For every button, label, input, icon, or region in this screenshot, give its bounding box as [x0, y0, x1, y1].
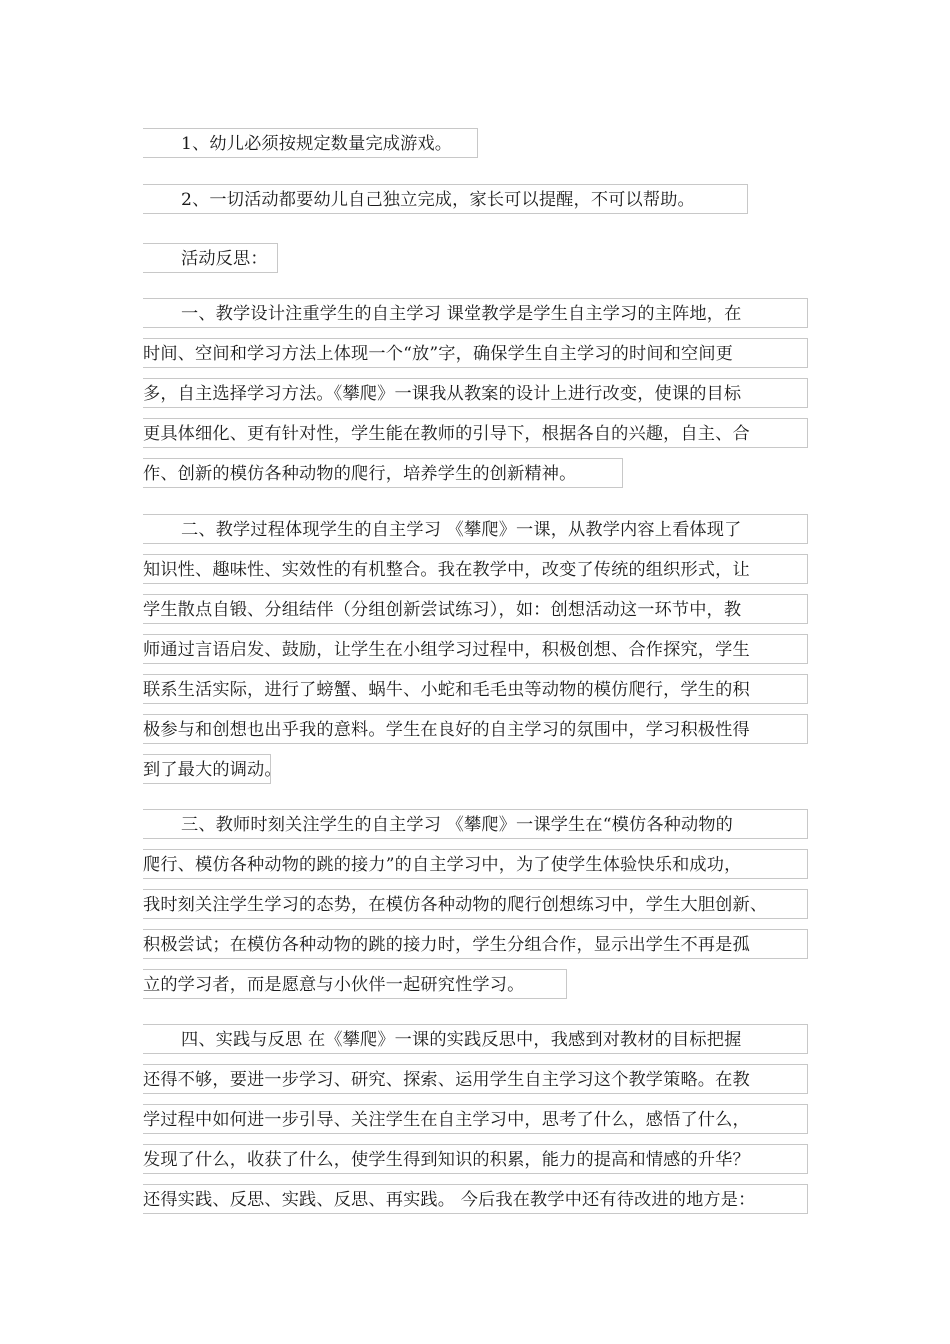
paragraph-line: [143, 634, 808, 664]
paragraph-line: [143, 1024, 808, 1054]
rule-1-text: 1、幼儿必须按规定数量完成游戏。: [181, 134, 453, 154]
paragraph-1: [143, 298, 808, 498]
line-text: 立的学习者，而是愿意与小伙伴一起研究性学习。: [143, 975, 525, 995]
line-text: 积极尝试；在模仿各种动物的跳的接力时，学生分组合作，显示出学生不再是孤: [143, 935, 750, 955]
paragraph-line: [143, 594, 808, 624]
line-text: 三、教师时刻关注学生的自主学习 《攀爬》一课学生在“模仿各种动物的: [181, 815, 734, 835]
line-text: 发现了什么，收获了什么，使学生得到知识的积累，能力的提高和情感的升华？: [143, 1150, 750, 1170]
line-text: 四、实践与反思 在《攀爬》一课的实践反思中，我感到对教材的目标把握: [181, 1030, 742, 1050]
paragraph-line: [143, 1184, 808, 1214]
line-text: 时间、空间和学习方法上体现一个“放”字，确保学生自主学习的时间和空间更: [143, 344, 734, 364]
line-text: 多，自主选择学习方法。《攀爬》一课我从教案的设计上进行改变，使课的目标: [143, 384, 742, 404]
paragraph-2: [143, 514, 808, 794]
line-text: 还得实践、反思、实践、反思、再实践。 今后我在教学中还有待改进的地方是：: [143, 1190, 756, 1210]
rule-1: [143, 128, 808, 168]
line-text: 还得不够，要进一步学习、研究、探索、运用学生自主学习这个教学策略。在教: [143, 1070, 750, 1090]
rule-2-line: [143, 184, 748, 214]
paragraph-line: [143, 378, 808, 408]
reflection-heading-text: 活动反思：: [181, 249, 268, 269]
paragraph-line: [143, 929, 808, 959]
line-text: 极参与和创想也出乎我的意料。学生在良好的自主学习的氛围中，学习积极性得: [143, 720, 750, 740]
line-text: 作、创新的模仿各种动物的爬行，培养学生的创新精神。: [143, 464, 577, 484]
reflection-heading: [143, 243, 808, 283]
paragraph-line: [143, 969, 567, 999]
paragraph-line: [143, 674, 808, 704]
line-text: 师通过言语启发、鼓励，让学生在小组学习过程中，积极创想、合作探究，学生: [143, 640, 750, 660]
reflection-heading-line: [143, 243, 278, 273]
rule-2: [143, 184, 808, 224]
paragraph-line: [143, 514, 808, 544]
paragraph-line: [143, 458, 623, 488]
paragraph-line: [143, 714, 808, 744]
line-text: 学生散点自锻、分组结伴（分组创新尝试练习），如：创想活动这一环节中，教: [143, 600, 742, 620]
line-text: 知识性、趣味性、实效性的有机整合。我在教学中，改变了传统的组织形式，让: [143, 560, 750, 580]
paragraph-4: [143, 1024, 808, 1224]
paragraph-line: [143, 1144, 808, 1174]
rule-2-text: 2、一切活动都要幼儿自己独立完成，家长可以提醒，不可以帮助。: [181, 190, 695, 210]
paragraph-line: [143, 418, 808, 448]
paragraph-line: [143, 889, 808, 919]
paragraph-line: [143, 554, 808, 584]
line-text: 二、教学过程体现学生的自主学习 《攀爬》一课，从教学内容上看体现了: [181, 520, 742, 540]
paragraph-line: [143, 338, 808, 368]
line-text: 我时刻关注学生学习的态势，在模仿各种动物的爬行创想练习中，学生大胆创新、: [143, 895, 768, 915]
paragraph-line: [143, 298, 808, 328]
line-text: 爬行、模仿各种动物的跳的接力”的自主学习中，为了使学生体验快乐和成功，: [143, 855, 742, 875]
line-text: 学过程中如何进一步引导、关注学生在自主学习中，思考了什么，感悟了什么，: [143, 1110, 750, 1130]
paragraph-line: [143, 1104, 808, 1134]
line-text: 联系生活实际，进行了螃蟹、蜗牛、小蛇和毛毛虫等动物的模仿爬行，学生的积: [143, 680, 750, 700]
paragraph-line: [143, 849, 808, 879]
paragraph-line: [143, 754, 282, 784]
line-text: 更具体细化、更有针对性，学生能在教师的引导下，根据各自的兴趣，自主、合: [143, 424, 750, 444]
line-text: 一、教学设计注重学生的自主学习 课堂教学是学生自主学习的主阵地，在: [181, 304, 742, 324]
line-text: 到了最大的调动。: [143, 760, 282, 780]
paragraph-3: [143, 809, 808, 1009]
paragraph-line: [143, 809, 808, 839]
paragraph-line: [143, 1064, 808, 1094]
rule-1-line: [143, 128, 478, 158]
